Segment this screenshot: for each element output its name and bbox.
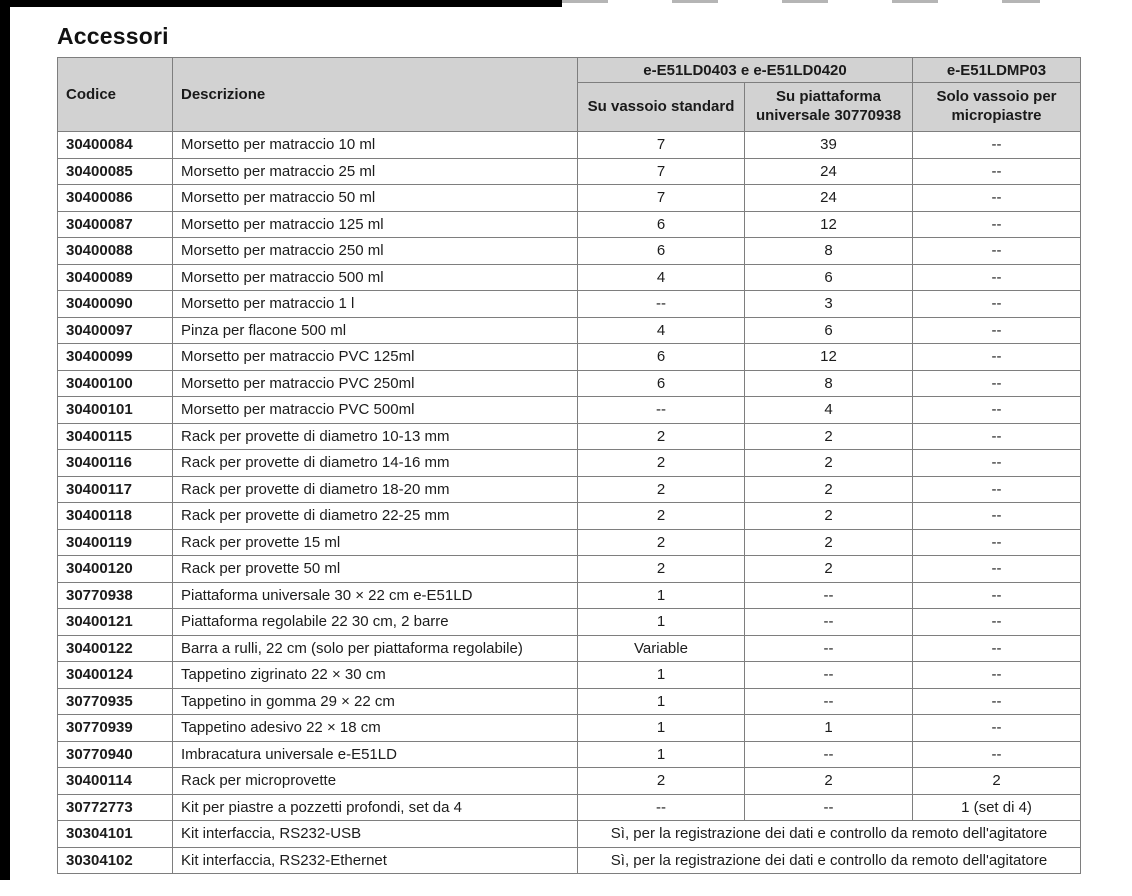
cell-val: 2: [578, 476, 745, 503]
cell-val: --: [913, 423, 1081, 450]
cell-val: --: [913, 529, 1081, 556]
cell-val: --: [745, 794, 913, 821]
cell-descrizione: Morsetto per matraccio 10 ml: [173, 132, 578, 159]
cell-codice: 30400115: [58, 423, 173, 450]
table-row: [58, 503, 1081, 530]
cell-descrizione: Kit interfaccia, RS232-Ethernet: [173, 847, 578, 874]
table-row: [58, 609, 1081, 636]
cell-codice: 30400121: [58, 609, 173, 636]
cell-codice: 30400116: [58, 450, 173, 477]
cell-val: --: [913, 211, 1081, 238]
cell-span-value: Sì, per la registrazione dei dati e controllo da remoto dell'agitatore: [578, 821, 1081, 848]
cell-val: 2: [745, 529, 913, 556]
cell-descrizione: Rack per provette di diametro 18-20 mm: [173, 476, 578, 503]
cell-val: --: [745, 688, 913, 715]
cell-val: 6: [745, 264, 913, 291]
cell-val: 2: [745, 476, 913, 503]
cell-val: 6: [578, 238, 745, 265]
table-body: [58, 132, 1081, 874]
table-row: [58, 821, 1081, 848]
cell-descrizione: Rack per provette 15 ml: [173, 529, 578, 556]
cell-descrizione: Morsetto per matraccio 125 ml: [173, 211, 578, 238]
cell-val: 24: [745, 158, 913, 185]
cell-val: 1 (set di 4): [913, 794, 1081, 821]
cell-val: --: [913, 397, 1081, 424]
table-row: [58, 476, 1081, 503]
scan-edge-left: [0, 0, 10, 880]
cell-val: --: [913, 370, 1081, 397]
table-row: [58, 158, 1081, 185]
cell-val: 2: [913, 768, 1081, 795]
cell-val: --: [913, 317, 1081, 344]
cell-codice: 30304102: [58, 847, 173, 874]
cell-val: --: [913, 291, 1081, 318]
cell-descrizione: Kit per piastre a pozzetti profondi, set da 4: [173, 794, 578, 821]
cell-val: --: [913, 582, 1081, 609]
cell-descrizione: Morsetto per matraccio 500 ml: [173, 264, 578, 291]
column-header-descrizione: Descrizione: [173, 58, 578, 132]
cell-descrizione: Tappetino in gomma 29 × 22 cm: [173, 688, 578, 715]
cell-val: 24: [745, 185, 913, 212]
cell-val: 7: [578, 185, 745, 212]
table-row: [58, 715, 1081, 742]
table-row: [58, 423, 1081, 450]
cell-val: --: [913, 503, 1081, 530]
cell-val: 2: [578, 556, 745, 583]
cell-val: 7: [578, 158, 745, 185]
cell-val: 1: [745, 715, 913, 742]
cell-val: --: [913, 715, 1081, 742]
cell-val: 1: [578, 715, 745, 742]
cell-codice: 30400090: [58, 291, 173, 318]
cell-descrizione: Morsetto per matraccio PVC 500ml: [173, 397, 578, 424]
cell-descrizione: Rack per provette di diametro 22-25 mm: [173, 503, 578, 530]
table-row: [58, 741, 1081, 768]
cell-descrizione: Pinza per flacone 500 ml: [173, 317, 578, 344]
table-row: [58, 556, 1081, 583]
cell-codice: 30400100: [58, 370, 173, 397]
table-row: [58, 529, 1081, 556]
cell-val: --: [913, 635, 1081, 662]
cell-val: --: [745, 609, 913, 636]
cell-codice: 30400117: [58, 476, 173, 503]
cell-val: --: [745, 635, 913, 662]
cell-codice: 30770935: [58, 688, 173, 715]
cell-val: 2: [745, 768, 913, 795]
cell-val: --: [913, 688, 1081, 715]
cell-val: 12: [745, 344, 913, 371]
cell-descrizione: Kit interfaccia, RS232-USB: [173, 821, 578, 848]
column-group-e51ld: e-E51LD0403 e e-E51LD0420: [578, 58, 913, 83]
cell-descrizione: Rack per provette 50 ml: [173, 556, 578, 583]
table-row: [58, 185, 1081, 212]
cell-val: --: [913, 450, 1081, 477]
cell-codice: 30400114: [58, 768, 173, 795]
cell-codice: 30400088: [58, 238, 173, 265]
cell-val: 2: [745, 503, 913, 530]
table-row: [58, 768, 1081, 795]
column-header-piattaforma-universale: Su piattaforma universale 30770938: [745, 83, 913, 132]
cell-val: --: [913, 344, 1081, 371]
cell-val: --: [913, 132, 1081, 159]
cell-val: 3: [745, 291, 913, 318]
table-row: [58, 847, 1081, 874]
cell-val: 1: [578, 582, 745, 609]
cell-codice: 30400084: [58, 132, 173, 159]
cell-val: --: [913, 556, 1081, 583]
cell-codice: 30400097: [58, 317, 173, 344]
cell-descrizione: Morsetto per matraccio 1 l: [173, 291, 578, 318]
table-row: [58, 582, 1081, 609]
cell-val: --: [913, 264, 1081, 291]
cell-val: 4: [578, 264, 745, 291]
cell-codice: 30400101: [58, 397, 173, 424]
cell-descrizione: Barra a rulli, 22 cm (solo per piattaforma regolabile): [173, 635, 578, 662]
cell-descrizione: Tappetino zigrinato 22 × 30 cm: [173, 662, 578, 689]
cell-val: 6: [578, 344, 745, 371]
cell-codice: 30400118: [58, 503, 173, 530]
cell-codice: 30400124: [58, 662, 173, 689]
cell-val: 2: [578, 529, 745, 556]
cell-codice: 30400089: [58, 264, 173, 291]
cell-val: 4: [745, 397, 913, 424]
cell-codice: 30770938: [58, 582, 173, 609]
cell-val: 8: [745, 370, 913, 397]
cell-val: 2: [745, 423, 913, 450]
cell-val: 7: [578, 132, 745, 159]
cell-codice: 30304101: [58, 821, 173, 848]
cell-val: 2: [578, 423, 745, 450]
cell-val: --: [913, 609, 1081, 636]
cell-val: 1: [578, 609, 745, 636]
cell-codice: 30400120: [58, 556, 173, 583]
cell-val: 6: [578, 370, 745, 397]
table-row: [58, 635, 1081, 662]
table-row: [58, 450, 1081, 477]
table-row: [58, 794, 1081, 821]
table-row: [58, 317, 1081, 344]
table-row: [58, 397, 1081, 424]
header-row-groups: [58, 58, 1081, 83]
cell-descrizione: Morsetto per matraccio PVC 125ml: [173, 344, 578, 371]
table-row: [58, 291, 1081, 318]
cell-val: 4: [578, 317, 745, 344]
cell-val: --: [913, 741, 1081, 768]
cell-val: 6: [745, 317, 913, 344]
cell-val: Variable: [578, 635, 745, 662]
cell-codice: 30400087: [58, 211, 173, 238]
cell-codice: 30772773: [58, 794, 173, 821]
cell-codice: 30770940: [58, 741, 173, 768]
cell-val: --: [578, 291, 745, 318]
cell-val: --: [745, 662, 913, 689]
cell-codice: 30400099: [58, 344, 173, 371]
column-header-solo-vassoio-micropiastre: Solo vassoio per micropiastre: [913, 83, 1081, 132]
cell-val: --: [913, 158, 1081, 185]
cell-val: 1: [578, 662, 745, 689]
table-row: [58, 662, 1081, 689]
cell-descrizione: Morsetto per matraccio 250 ml: [173, 238, 578, 265]
cell-val: --: [578, 794, 745, 821]
cell-descrizione: Imbracatura universale e-E51LD: [173, 741, 578, 768]
table-header: [58, 58, 1081, 132]
scan-edge-top-faint: [562, 0, 1040, 3]
cell-val: 1: [578, 688, 745, 715]
accessories-table: [57, 57, 1081, 874]
cell-descrizione: Piattaforma regolabile 22 30 cm, 2 barre: [173, 609, 578, 636]
cell-val: --: [913, 238, 1081, 265]
table-row: [58, 211, 1081, 238]
column-group-e51ldmp03: e-E51LDMP03: [913, 58, 1081, 83]
cell-codice: 30400086: [58, 185, 173, 212]
table-row: [58, 370, 1081, 397]
cell-descrizione: Morsetto per matraccio PVC 250ml: [173, 370, 578, 397]
cell-val: 6: [578, 211, 745, 238]
cell-descrizione: Rack per microprovette: [173, 768, 578, 795]
cell-descrizione: Rack per provette di diametro 14-16 mm: [173, 450, 578, 477]
cell-descrizione: Tappetino adesivo 22 × 18 cm: [173, 715, 578, 742]
cell-val: --: [745, 741, 913, 768]
cell-span-value: Sì, per la registrazione dei dati e controllo da remoto dell'agitatore: [578, 847, 1081, 874]
cell-val: --: [913, 185, 1081, 212]
table-row: [58, 688, 1081, 715]
cell-val: --: [913, 476, 1081, 503]
cell-val: 2: [578, 768, 745, 795]
cell-val: 1: [578, 741, 745, 768]
cell-descrizione: Morsetto per matraccio 50 ml: [173, 185, 578, 212]
cell-descrizione: Morsetto per matraccio 25 ml: [173, 158, 578, 185]
cell-descrizione: Piattaforma universale 30 × 22 cm e-E51LD: [173, 582, 578, 609]
cell-descrizione: Rack per provette di diametro 10-13 mm: [173, 423, 578, 450]
cell-codice: 30400122: [58, 635, 173, 662]
scan-edge-top: [0, 0, 562, 7]
cell-val: 2: [578, 450, 745, 477]
cell-val: --: [578, 397, 745, 424]
column-header-vassoio-standard: Su vassoio standard: [578, 83, 745, 132]
cell-val: 2: [745, 450, 913, 477]
page-title: Accessori: [57, 23, 169, 50]
cell-val: 2: [745, 556, 913, 583]
column-header-codice: Codice: [58, 58, 173, 132]
cell-codice: 30400119: [58, 529, 173, 556]
cell-codice: 30770939: [58, 715, 173, 742]
table-row: [58, 238, 1081, 265]
cell-val: 8: [745, 238, 913, 265]
table-row: [58, 264, 1081, 291]
table-row: [58, 344, 1081, 371]
cell-val: 2: [578, 503, 745, 530]
cell-val: --: [745, 582, 913, 609]
cell-val: --: [913, 662, 1081, 689]
cell-codice: 30400085: [58, 158, 173, 185]
cell-val: 12: [745, 211, 913, 238]
cell-val: 39: [745, 132, 913, 159]
table-row: [58, 132, 1081, 159]
